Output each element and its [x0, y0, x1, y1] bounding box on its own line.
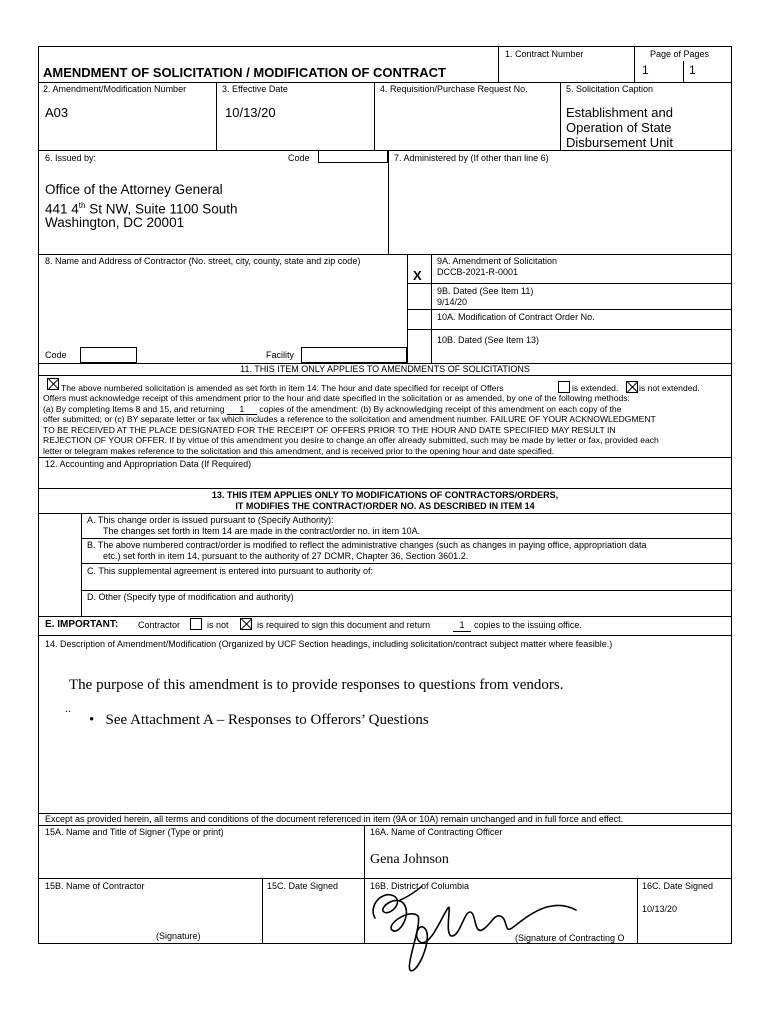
issuer-name: Office of the Attorney General: [45, 182, 223, 197]
divider: [407, 309, 731, 310]
item11-line4: offer submitted; or (c) BY separate letter or fax which includes a reference to the solicitation and amendment number. FAILURE OF YOUR ACKNOWLEDGMENT: [43, 414, 656, 424]
solicitation-amended-checkbox[interactable]: [47, 378, 59, 390]
solicitation-number: DCCB-2021-R-0001: [437, 267, 519, 277]
item11-line3: (a) By completing Items 8 and 15, and returning 1 copies of the amendment: (b) By acknowledging receipt of this amendment on each copy of the: [43, 404, 622, 414]
important-copies: 1: [453, 620, 471, 632]
divider: [498, 47, 499, 82]
item13-b-line2: etc.) set forth in item 14, pursuant to the authority of 27 DCMR, Chapter 36, Section 3601.2.: [103, 551, 469, 561]
issued-code-field[interactable]: [318, 150, 388, 163]
facility-label: Facility: [266, 350, 295, 360]
divider: [637, 878, 638, 943]
amendment-number: A03: [45, 105, 69, 120]
item13-a-line2: The changes set forth in Item 14 are made in the contract/order no. in item 10A.: [103, 526, 421, 536]
bullet-attachment: • See Attachment A – Responses to Offerors’ Questions: [89, 712, 429, 728]
issued-by-label: 6. Issued by:: [45, 153, 97, 163]
date-signed-16c-label: 16C. Date Signed: [642, 881, 714, 891]
contractor-code-field[interactable]: [80, 347, 137, 363]
important-label: E. IMPORTANT:: [45, 619, 119, 630]
bullet-dot-icon: •: [89, 712, 95, 728]
facility-field[interactable]: [301, 347, 407, 363]
divider: [39, 254, 731, 255]
form-title: AMENDMENT OF SOLICITATION / MODIFICATION OF CONTRACT: [43, 65, 446, 80]
contractor-name-label: 15B. Name of Contractor: [45, 881, 145, 891]
divider: [81, 563, 731, 564]
except-clause: Except as provided herein, all terms and conditions of the document referenced in item (9A or 10A) remain unchanged and in full force and effect.: [45, 814, 624, 824]
accounting-data-label: 12. Accounting and Appropriation Data (If Required): [45, 459, 252, 469]
dated-10b-label: 10B. Dated (See Item 13): [437, 335, 540, 345]
amendment-number-label: 2. Amendment/Modification Number: [43, 84, 187, 94]
administered-by-label: 7. Administered by (If other than line 6): [394, 153, 549, 163]
divider: [560, 82, 561, 150]
divider: [407, 329, 731, 330]
item13-a-line1: A. This change order is issued pursuant to (Specify Authority):: [87, 515, 334, 525]
item13-heading-1: 13. THIS ITEM APPLIES ONLY TO MODIFICATIONS OF CONTRACTORS/ORDERS,: [211, 490, 559, 500]
officer-signature-label: (Signature of Contracting O: [515, 933, 625, 943]
signature-image: [360, 876, 590, 976]
divider: [216, 82, 217, 150]
divider: [39, 513, 731, 514]
important-contractor: Contractor: [138, 620, 181, 630]
effective-date: 10/13/20: [225, 105, 276, 120]
total-pages: 1: [689, 63, 696, 77]
extended-checkbox[interactable]: [558, 381, 570, 393]
divider: [39, 635, 731, 636]
divider: [262, 878, 263, 943]
effective-date-label: 3. Effective Date: [222, 84, 288, 94]
purpose-text: The purpose of this amendment is to provide responses to questions from vendors.: [69, 677, 564, 693]
divider: [39, 457, 731, 458]
item11-line6: REJECTION OF YOUR OFFER. If by virtue of this amendment you desire to change an offer already submitted, such may be made by letter or fax, provided each: [43, 435, 659, 445]
item11-line2: Offers must acknowledge receipt of this amendment prior to the hour and date specified in the solicitation or as amended, by one of the following methods:: [43, 393, 630, 403]
item13-b-line1: B. The above numbered contract/order is modified to reflect the administrative changes (such as changes in paying office, appropriation data: [87, 540, 647, 550]
signature-label: (Signature): [156, 931, 201, 941]
date-signed-value: 10/13/20: [642, 904, 678, 914]
important-tail: copies to the issuing office.: [474, 620, 582, 630]
requisition-label: 4. Requisition/Purchase Request No.: [380, 84, 528, 94]
contractor-address-label: 8. Name and Address of Contractor (No. street, city, county, state and zip code): [45, 256, 361, 266]
item11-not-extended-label: is not extended.: [639, 383, 700, 393]
item11-line7: letter or telegram makes reference to the solicitation and this amendment, and is received prior to the opening hour and date specified.: [43, 446, 555, 456]
item11-line1a: The above numbered solicitation is amended as set forth in item 14. The hour and date specified for receipt of Offers: [61, 383, 504, 393]
divider: [81, 538, 731, 539]
divider: [39, 825, 731, 826]
signer-name-label: 15A. Name and Title of Signer (Type or print): [45, 827, 224, 837]
contract-number-label: 1. Contract Number: [505, 49, 584, 59]
date-signed-15c-label: 15C. Date Signed: [267, 881, 339, 891]
item13-heading-2: IT MODIFIES THE CONTRACT/ORDER NO. AS DESCRIBED IN ITEM 14: [235, 501, 535, 511]
modification-10a-label: 10A. Modification of Contract Order No.: [437, 312, 595, 322]
solicitation-caption-2: Operation of State: [566, 120, 672, 135]
amendment-check-mark: X: [413, 268, 422, 283]
issuer-city: Washington, DC 20001: [45, 215, 185, 230]
divider: [39, 82, 731, 83]
stray-marks: ..: [65, 701, 71, 715]
not-extended-checkbox[interactable]: [626, 381, 638, 393]
page-of-pages-label: Page of Pages: [650, 49, 710, 59]
district-label: 16B. District of Columbia: [370, 881, 470, 891]
is-not-checkbox[interactable]: [190, 618, 202, 630]
item13-c: C. This supplemental agreement is entered into pursuant to authority of:: [87, 566, 373, 576]
divider: [81, 513, 82, 616]
divider: [374, 82, 375, 150]
divider: [634, 47, 635, 82]
contractor-code-label: Code: [45, 350, 67, 360]
issued-code-label: Code: [288, 153, 310, 163]
solicitation-caption-1: Establishment and: [566, 105, 673, 120]
is-required-checkbox[interactable]: [240, 618, 252, 630]
important-is-required: is required to sign this document and return: [257, 620, 431, 630]
divider: [39, 488, 731, 489]
item13-d: D. Other (Specify type of modification and authority): [87, 592, 294, 602]
divider: [683, 61, 684, 82]
divider: [388, 150, 389, 254]
divider: [81, 590, 731, 591]
amendment-form: [38, 46, 732, 944]
dated-9b-label: 9B. Dated (See Item 11): [437, 286, 534, 296]
divider: [39, 375, 731, 376]
issuer-street: 441 4th St NW, Suite 1100 South: [45, 201, 238, 217]
divider: [39, 616, 731, 617]
item11-heading: 11. THIS ITEM ONLY APPLIES TO AMENDMENTS OF SOLICITATIONS: [240, 364, 530, 374]
important-is-not: is not: [207, 620, 229, 630]
dated-9b-value: 9/14/20: [437, 297, 468, 307]
item11-extended-label: is extended.: [572, 383, 619, 393]
item11-line5: TO BE RECEIVED AT THE PLACE DESIGNATED FOR THE RECEIPT OF OFFERS PRIOR TO THE HOUR AND DATE SPECIFIED MAY RESULT IN: [43, 425, 616, 435]
solicitation-caption-label: 5. Solicitation Caption: [566, 84, 654, 94]
contracting-officer-label: 16A. Name of Contracting Officer: [370, 827, 503, 837]
description-label: 14. Description of Amendment/Modification (Organized by UCF Section headings, including solicitation/contract subject matter where feasible.): [45, 639, 613, 649]
contracting-officer-name: Gena Johnson: [370, 852, 449, 867]
solicitation-caption-3: Disbursement Unit: [566, 135, 673, 150]
page-number: 1: [642, 63, 649, 77]
divider: [407, 283, 731, 284]
amendment-9a-label: 9A. Amendment of Solicitation: [437, 256, 558, 266]
